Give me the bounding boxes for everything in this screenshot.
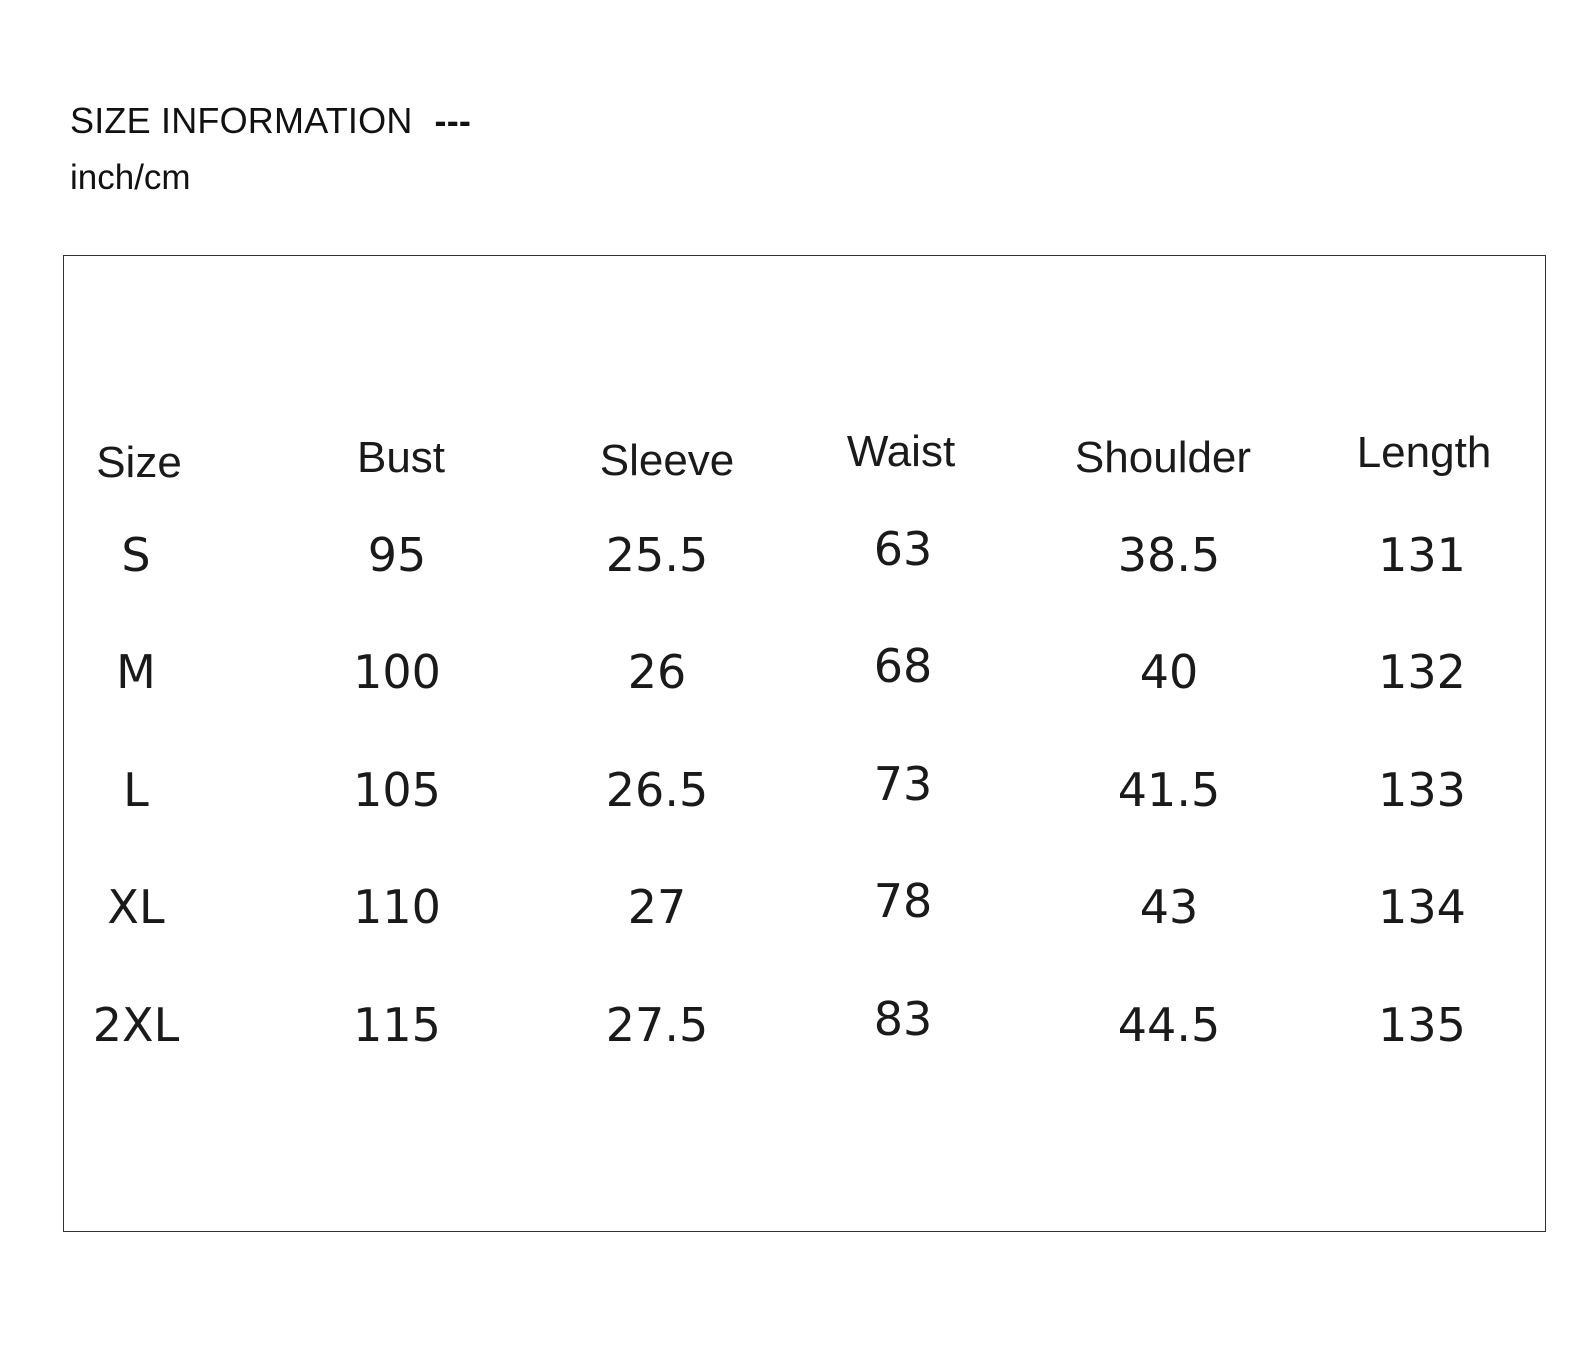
table-cell-size: M bbox=[116, 645, 156, 699]
table-cell-length: 132 bbox=[1378, 645, 1466, 699]
table-cell-shoulder: 41.5 bbox=[1117, 763, 1221, 817]
size-information-heading bbox=[70, 100, 471, 142]
table-cell-bust: 110 bbox=[353, 880, 441, 934]
table-cell-shoulder: 43 bbox=[1139, 880, 1199, 934]
table-cell-size: S bbox=[121, 528, 151, 582]
table-cell-length: 135 bbox=[1378, 998, 1466, 1052]
table-cell-sleeve: 26.5 bbox=[605, 763, 709, 817]
table-cell-sleeve: 27.5 bbox=[605, 998, 709, 1052]
unit-label: inch/cm bbox=[70, 158, 191, 197]
table-cell-bust: 95 bbox=[367, 528, 427, 582]
table-cell-size: L bbox=[123, 763, 149, 817]
table-cell-size: XL bbox=[107, 880, 165, 934]
column-header-size: Size bbox=[96, 438, 182, 487]
column-header-sleeve: Sleeve bbox=[599, 436, 735, 485]
table-cell-length: 134 bbox=[1378, 880, 1466, 934]
table-cell-size: 2XL bbox=[92, 998, 180, 1052]
table-cell-sleeve: 27 bbox=[627, 880, 687, 934]
table-cell-waist: 83 bbox=[873, 992, 933, 1046]
table-cell-bust: 100 bbox=[353, 645, 441, 699]
table-cell-sleeve: 26 bbox=[627, 645, 687, 699]
table-cell-shoulder: 40 bbox=[1139, 645, 1199, 699]
table-cell-waist: 63 bbox=[873, 522, 933, 576]
table-cell-sleeve: 25.5 bbox=[605, 528, 709, 582]
table-cell-bust: 105 bbox=[353, 763, 441, 817]
page-title: SIZE INFORMATION bbox=[70, 100, 413, 141]
table-cell-bust: 115 bbox=[353, 998, 441, 1052]
column-header-shoulder: Shoulder bbox=[1074, 433, 1252, 482]
table-cell-waist: 68 bbox=[873, 639, 933, 693]
column-header-bust: Bust bbox=[356, 433, 446, 482]
column-header-waist: Waist bbox=[846, 427, 956, 476]
table-cell-waist: 73 bbox=[873, 757, 933, 811]
title-dash-mark: --- bbox=[434, 100, 472, 141]
size-table-frame bbox=[63, 255, 1546, 1232]
column-header-length: Length bbox=[1356, 428, 1492, 477]
table-cell-waist: 78 bbox=[873, 874, 933, 928]
table-cell-length: 133 bbox=[1378, 763, 1466, 817]
table-cell-shoulder: 44.5 bbox=[1117, 998, 1221, 1052]
table-cell-shoulder: 38.5 bbox=[1117, 528, 1221, 582]
table-cell-length: 131 bbox=[1378, 528, 1466, 582]
